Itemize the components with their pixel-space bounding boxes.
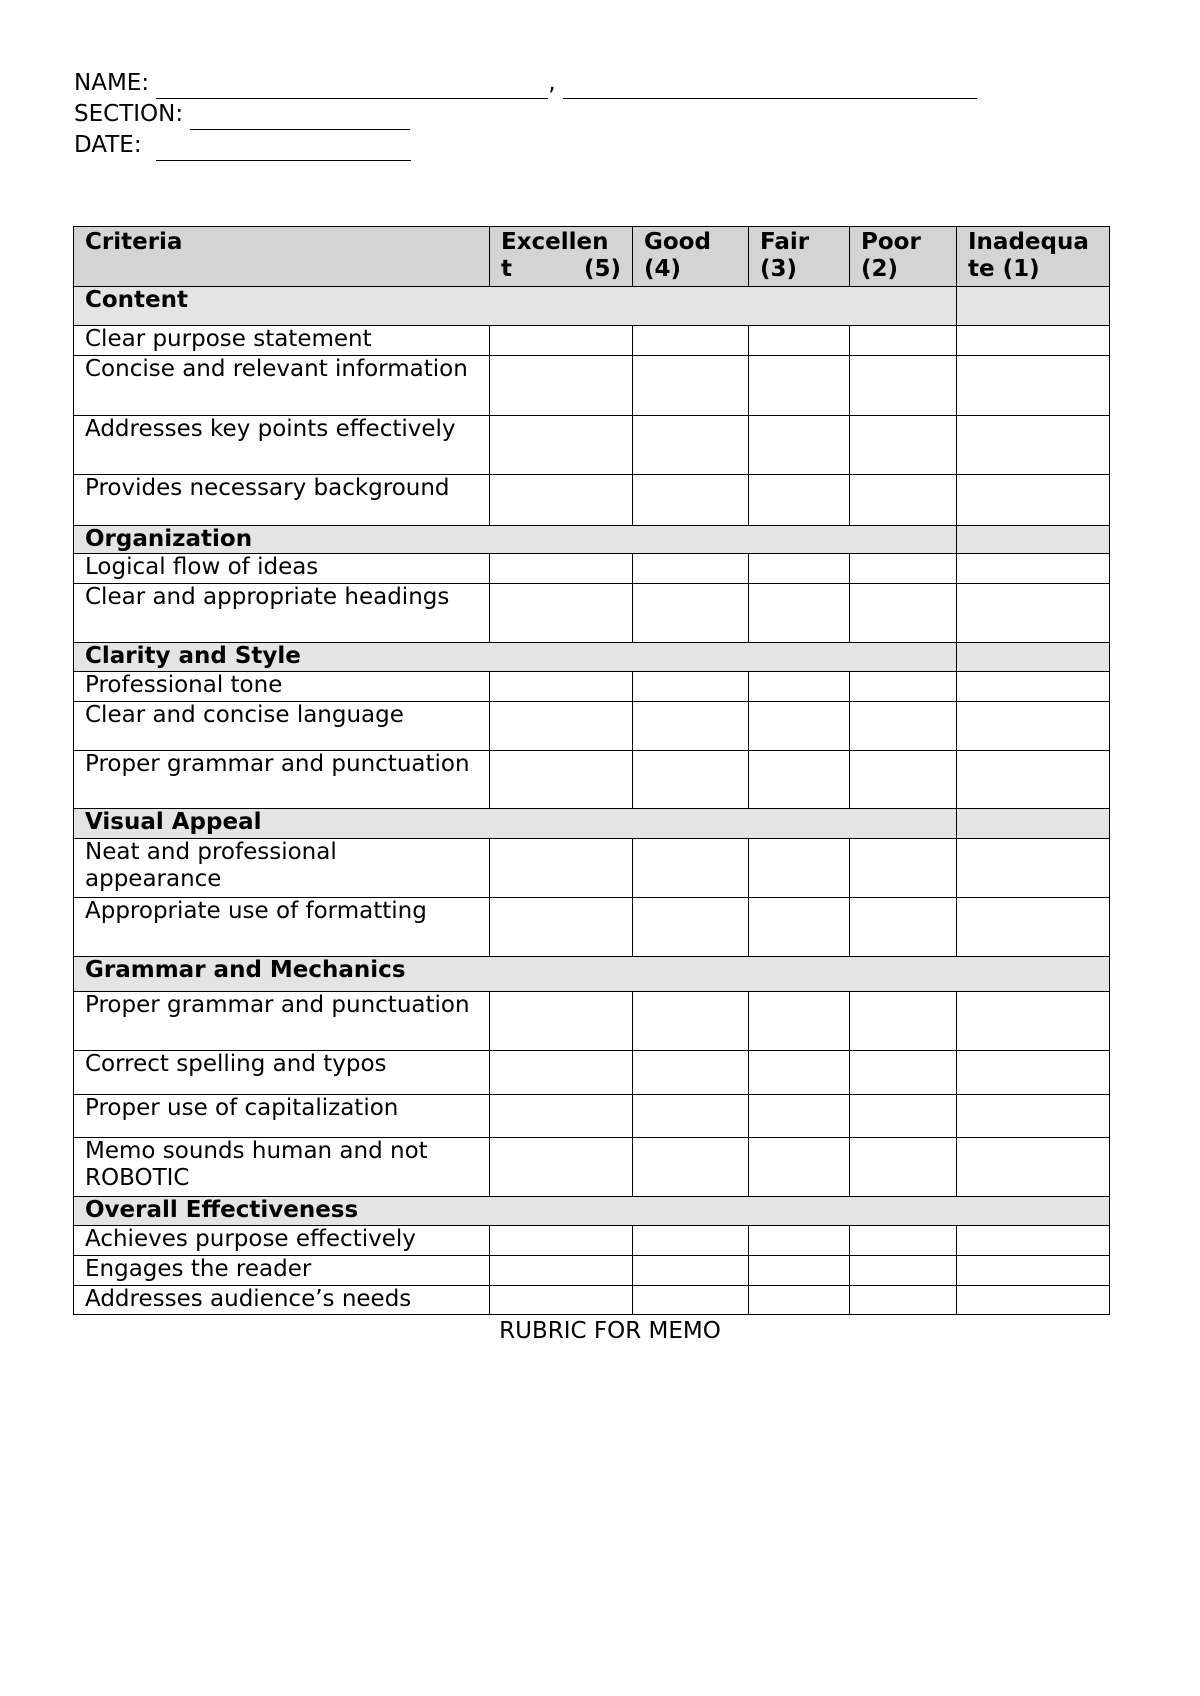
score-cell-fair[interactable] (749, 1286, 850, 1315)
criterion-row (74, 1051, 1110, 1095)
score-cell-poor[interactable] (850, 326, 957, 356)
criterion-label: Addresses audience’s needs (74, 1286, 490, 1315)
score-cell-poor[interactable] (850, 1138, 957, 1197)
score-cell-inadequate[interactable] (957, 326, 1110, 356)
criterion-label: Appropriate use of formatting (74, 898, 490, 957)
score-cell-fair[interactable] (749, 751, 850, 809)
score-cell-poor[interactable] (850, 751, 957, 809)
score-cell-poor[interactable] (850, 672, 957, 702)
score-cell-good[interactable] (633, 584, 749, 643)
excellent-header-line1: Excellen (501, 229, 609, 255)
criterion-label: Proper use of capitalization (74, 1095, 490, 1138)
score-cell-poor[interactable] (850, 475, 957, 526)
score-cell-inadequate[interactable] (957, 1095, 1110, 1138)
table-header-row (74, 227, 1110, 287)
score-cell-excellent[interactable] (490, 1051, 633, 1095)
score-cell-good[interactable] (633, 1138, 749, 1197)
criterion-row (74, 1286, 1110, 1315)
score-cell-good[interactable] (633, 839, 749, 898)
section-blank-cell (957, 526, 1110, 554)
criterion-row (74, 1226, 1110, 1256)
score-cell-excellent[interactable] (490, 475, 633, 526)
criterion-row (74, 1256, 1110, 1286)
score-cell-fair[interactable] (749, 672, 850, 702)
criterion-row (74, 475, 1110, 526)
score-cell-excellent[interactable] (490, 1226, 633, 1256)
section-title: Grammar and Mechanics (74, 957, 1110, 992)
date-blank[interactable] (156, 137, 411, 161)
score-cell-inadequate[interactable] (957, 751, 1110, 809)
score-cell-inadequate[interactable] (957, 1051, 1110, 1095)
score-cell-excellent[interactable] (490, 1095, 633, 1138)
score-cell-good[interactable] (633, 898, 749, 957)
score-cell-excellent[interactable] (490, 416, 633, 475)
criterion-label: Proper grammar and punctuation (74, 751, 490, 809)
section-row (74, 287, 1110, 326)
criterion-row (74, 839, 1110, 898)
score-cell-fair[interactable] (749, 1256, 850, 1286)
score-cell-excellent[interactable] (490, 554, 633, 584)
criterion-row (74, 898, 1110, 957)
score-cell-excellent[interactable] (490, 584, 633, 643)
score-cell-good[interactable] (633, 672, 749, 702)
criterion-label: Achieves purpose effectively (74, 1226, 490, 1256)
criterion-label: Memo sounds human and not ROBOTIC (74, 1138, 490, 1197)
excellent-header-score: (5) (583, 256, 621, 282)
score-cell-inadequate[interactable] (957, 1286, 1110, 1315)
student-info-fields (74, 68, 977, 161)
score-cell-good[interactable] (633, 751, 749, 809)
score-cell-fair[interactable] (749, 475, 850, 526)
fair-column-header: Fair (3) (749, 227, 850, 287)
score-cell-good[interactable] (633, 1226, 749, 1256)
score-cell-excellent[interactable] (490, 326, 633, 356)
score-cell-good[interactable] (633, 356, 749, 416)
section-blank[interactable] (190, 106, 410, 130)
section-label: SECTION: (74, 101, 184, 127)
criterion-row (74, 326, 1110, 356)
score-cell-good[interactable] (633, 475, 749, 526)
date-label: DATE: (74, 132, 142, 158)
score-cell-inadequate[interactable] (957, 702, 1110, 751)
score-cell-good[interactable] (633, 702, 749, 751)
criterion-label: Engages the reader (74, 1256, 490, 1286)
criterion-label: Addresses key points effectively (74, 416, 490, 475)
criterion-row (74, 554, 1110, 584)
score-cell-inadequate[interactable] (957, 1256, 1110, 1286)
section-title: Visual Appeal (74, 809, 957, 839)
score-cell-inadequate[interactable] (957, 584, 1110, 643)
given-name-blank[interactable] (563, 75, 977, 99)
score-cell-poor[interactable] (850, 702, 957, 751)
score-cell-fair[interactable] (749, 898, 850, 957)
section-row (74, 809, 1110, 839)
criterion-row (74, 1095, 1110, 1138)
section-row (74, 957, 1110, 992)
section-row (74, 643, 1110, 672)
score-cell-good[interactable] (633, 326, 749, 356)
criterion-label: Logical flow of ideas (74, 554, 490, 584)
criterion-label: Neat and professional appearance (74, 839, 490, 898)
criterion-label: Clear and concise language (74, 702, 490, 751)
score-cell-fair[interactable] (749, 416, 850, 475)
score-cell-inadequate[interactable] (957, 672, 1110, 702)
score-cell-excellent[interactable] (490, 702, 633, 751)
score-cell-good[interactable] (633, 1286, 749, 1315)
score-cell-fair[interactable] (749, 839, 850, 898)
score-cell-excellent[interactable] (490, 992, 633, 1051)
criterion-row (74, 992, 1110, 1051)
score-cell-poor[interactable] (850, 839, 957, 898)
score-cell-excellent[interactable] (490, 751, 633, 809)
section-title: Overall Effectiveness (74, 1197, 1110, 1226)
score-cell-inadequate[interactable] (957, 898, 1110, 957)
score-cell-excellent[interactable] (490, 1138, 633, 1197)
score-cell-fair[interactable] (749, 1095, 850, 1138)
criterion-row (74, 751, 1110, 809)
score-cell-poor[interactable] (850, 584, 957, 643)
score-cell-excellent[interactable] (490, 1286, 633, 1315)
score-cell-inadequate[interactable] (957, 554, 1110, 584)
section-field-row (74, 99, 977, 130)
criterion-row (74, 702, 1110, 751)
score-cell-inadequate[interactable] (957, 992, 1110, 1051)
score-cell-good[interactable] (633, 1256, 749, 1286)
criterion-label: Professional tone (74, 672, 490, 702)
criterion-label: Correct spelling and typos (74, 1051, 490, 1095)
section-title: Content (74, 287, 957, 326)
rubric-table (73, 226, 1110, 1315)
score-cell-inadequate[interactable] (957, 839, 1110, 898)
score-cell-excellent[interactable] (490, 1256, 633, 1286)
score-cell-good[interactable] (633, 992, 749, 1051)
score-cell-inadequate[interactable] (957, 416, 1110, 475)
score-cell-excellent[interactable] (490, 356, 633, 416)
criterion-row (74, 1138, 1110, 1197)
score-cell-poor[interactable] (850, 1286, 957, 1315)
score-cell-poor[interactable] (850, 1226, 957, 1256)
score-cell-poor[interactable] (850, 1095, 957, 1138)
criterion-label: Proper grammar and punctuation (74, 992, 490, 1051)
section-blank-cell (957, 287, 1110, 326)
criterion-row (74, 416, 1110, 475)
surname-blank[interactable] (156, 75, 548, 99)
score-cell-good[interactable] (633, 1051, 749, 1095)
date-field-row (74, 130, 977, 161)
score-cell-inadequate[interactable] (957, 356, 1110, 416)
name-field-row (74, 68, 977, 99)
score-cell-good[interactable] (633, 1095, 749, 1138)
section-title: Organization (74, 526, 957, 554)
score-cell-poor[interactable] (850, 1051, 957, 1095)
criterion-label: Provides necessary background (74, 475, 490, 526)
poor-column-header: Poor (2) (850, 227, 957, 287)
score-cell-fair[interactable] (749, 702, 850, 751)
score-cell-excellent[interactable] (490, 672, 633, 702)
section-row (74, 526, 1110, 554)
score-cell-excellent[interactable] (490, 898, 633, 957)
score-cell-inadequate[interactable] (957, 1226, 1110, 1256)
score-cell-fair[interactable] (749, 1051, 850, 1095)
criterion-row (74, 584, 1110, 643)
document-title: RUBRIC FOR MEMO (499, 1318, 721, 1344)
section-blank-cell (957, 809, 1110, 839)
score-cell-fair[interactable] (749, 356, 850, 416)
name-separator: , (548, 70, 556, 96)
score-cell-poor[interactable] (850, 356, 957, 416)
score-cell-poor[interactable] (850, 898, 957, 957)
score-cell-poor[interactable] (850, 554, 957, 584)
inadequate-column-header: Inadequa te (1) (957, 227, 1110, 287)
excellent-header-line2 (501, 256, 621, 283)
score-cell-fair[interactable] (749, 992, 850, 1051)
criterion-label: Clear purpose statement (74, 326, 490, 356)
score-cell-good[interactable] (633, 554, 749, 584)
score-cell-poor[interactable] (850, 1256, 957, 1286)
criteria-column-header: Criteria (74, 227, 490, 287)
criterion-row (74, 356, 1110, 416)
score-cell-excellent[interactable] (490, 839, 633, 898)
score-cell-fair[interactable] (749, 326, 850, 356)
score-cell-fair[interactable] (749, 1138, 850, 1197)
score-cell-poor[interactable] (850, 992, 957, 1051)
section-title: Clarity and Style (74, 643, 957, 672)
excellent-column-header (490, 227, 633, 287)
section-blank-cell (957, 643, 1110, 672)
criterion-label: Clear and appropriate headings (74, 584, 490, 643)
excellent-header-wrap: t (501, 256, 512, 282)
criterion-label: Concise and relevant information (74, 356, 490, 416)
score-cell-fair[interactable] (749, 1226, 850, 1256)
score-cell-poor[interactable] (850, 416, 957, 475)
score-cell-inadequate[interactable] (957, 475, 1110, 526)
good-column-header: Good (4) (633, 227, 749, 287)
criterion-row (74, 672, 1110, 702)
score-cell-good[interactable] (633, 416, 749, 475)
score-cell-inadequate[interactable] (957, 1138, 1110, 1197)
score-cell-fair[interactable] (749, 584, 850, 643)
score-cell-fair[interactable] (749, 554, 850, 584)
section-row (74, 1197, 1110, 1226)
name-label: NAME: (74, 70, 150, 96)
